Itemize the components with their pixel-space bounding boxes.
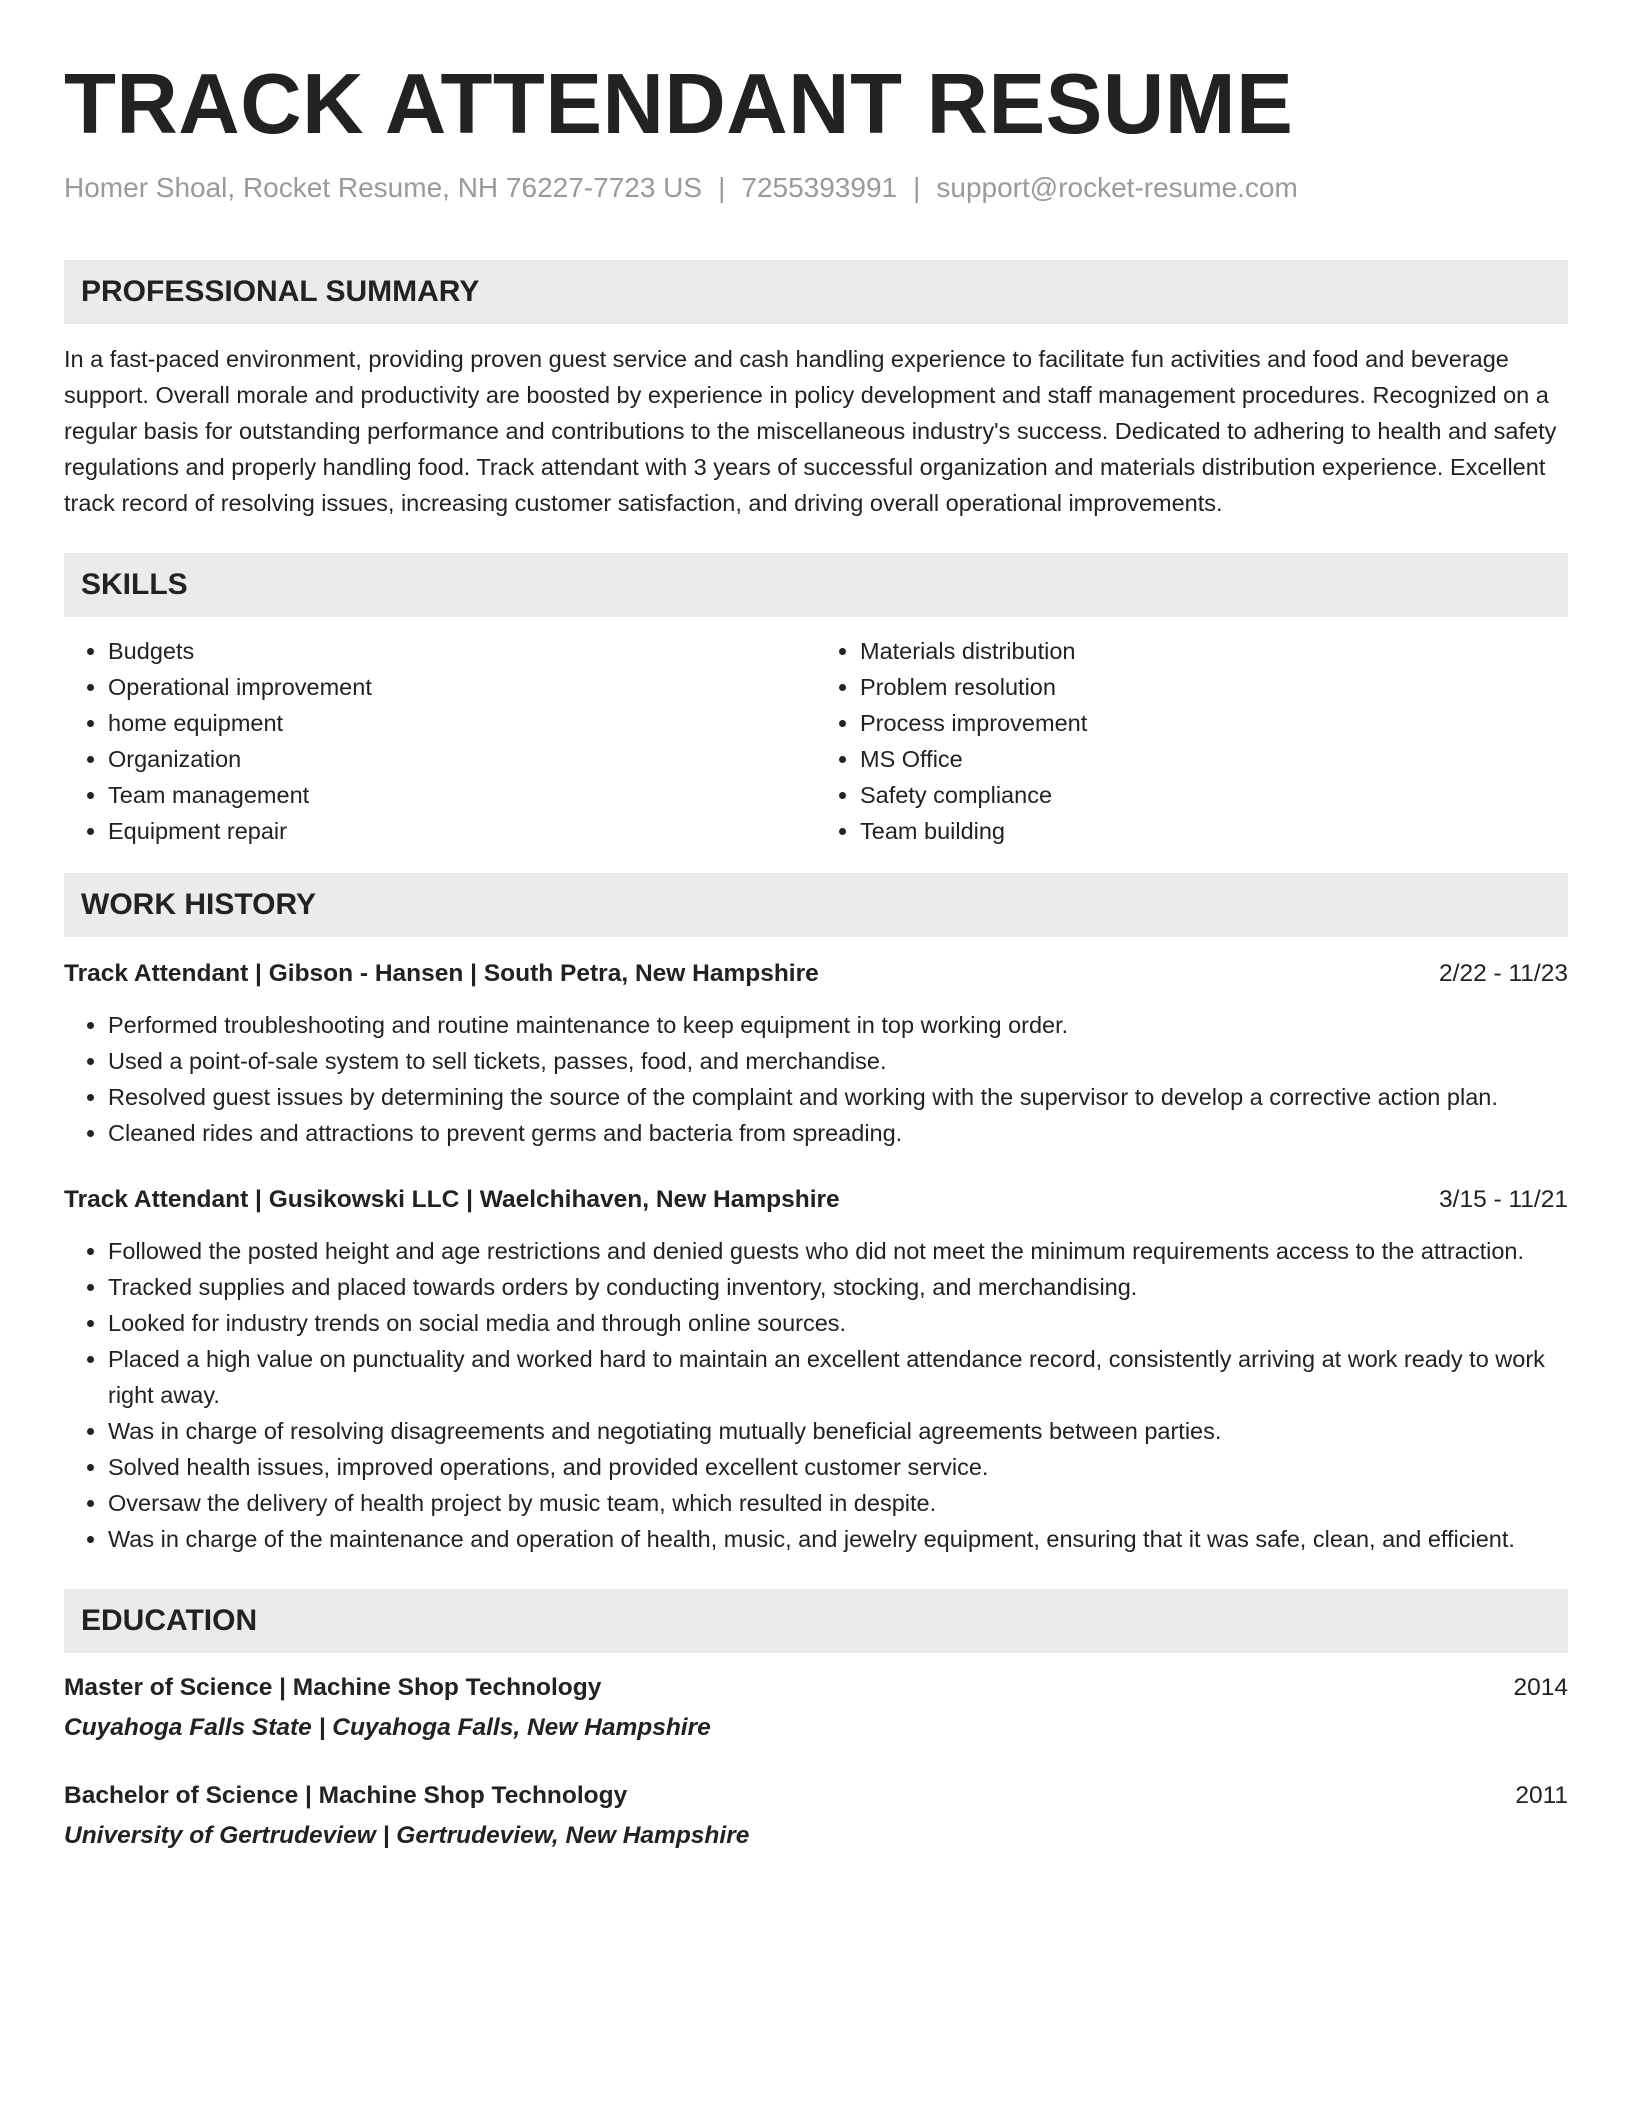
job-duties [64,1007,1568,1151]
job-duty: • Looked for industry trends on social media and through online sources. [108,1305,1568,1341]
section-heading-education: EDUCATION [64,1589,1568,1653]
education-entry [64,1671,1568,1745]
contact-phone: 7255393991 [741,171,898,203]
skill-item: • Operational improvement [108,669,816,705]
job-header [64,957,1568,991]
skills-list [64,633,1568,849]
skill-item: • Team building [860,813,1568,849]
skill-item: • Team management [108,777,816,813]
contact-separator: | [913,171,921,203]
skills-column-right [816,633,1568,849]
education-school: University of Gertrudeview | Gertrudeview, New Hampshire [64,1821,750,1849]
skill-item: • Process improvement [860,705,1568,741]
education-header [64,1779,1568,1813]
contact-address: Homer Shoal, Rocket Resume, NH 76227-7723 US [64,171,703,203]
job-duty: • Performed troubleshooting and routine maintenance to keep equipment in top working order. [108,1007,1568,1043]
job-duty: • Placed a high value on punctuality and worked hard to maintain an excellent attendance record, consistently arriving at work ready to work right away. [108,1341,1568,1413]
education-header [64,1671,1568,1705]
job-duty: • Cleaned rides and attractions to prevent germs and bacteria from spreading. [108,1115,1568,1151]
summary-text: In a fast-paced environment, providing proven guest service and cash handling experience to facilitate fun activities and food and beverage support. Overall morale and productivity are boosted by experience in policy development and staff management procedures. Recognized on a regular basis for outstanding performance and contributions to the miscellaneous industry's success. Dedicated to adhering to health and safety regulations and properly handling food. Track attendant with 3 years of successful organization and materials distribution experience. Excellent track record of resolving issues, increasing customer satisfaction, and driving overall operational improvements. [64,345,1557,516]
job-duty: • Used a point-of-sale system to sell tickets, passes, food, and merchandise. [108,1043,1568,1079]
skill-item: • MS Office [860,741,1568,777]
resume-title: TRACK ATTENDANT RESUME [64,57,1294,152]
job-duty: • Solved health issues, improved operations, and provided excellent customer service. [108,1449,1568,1485]
education-degree: Master of Science | Machine Shop Technology [64,1673,602,1701]
section-heading-work-history: WORK HISTORY [64,873,1568,937]
job-title: Track Attendant | Gusikowski LLC | Waelchihaven, New Hampshire [64,1185,840,1213]
job-duty: • Followed the posted height and age restrictions and denied guests who did not meet the minimum requirements access to the attraction. [108,1233,1568,1269]
skills-column-left [64,633,816,849]
education-year: 2014 [1513,1673,1568,1701]
skill-item: • Budgets [108,633,816,669]
job-duty: • Was in charge of the maintenance and operation of health, music, and jewelry equipment, ensuring that it was safe, clean, and efficient. [108,1521,1568,1557]
job-duty: • Oversaw the delivery of health project by music team, which resulted in despite. [108,1485,1568,1521]
education-year: 2011 [1515,1781,1568,1809]
job-duties [64,1233,1568,1557]
job-dates: 3/15 - 11/21 [1439,1185,1568,1213]
skill-item: • Problem resolution [860,669,1568,705]
skill-item: • Organization [108,741,816,777]
section-heading-summary: PROFESSIONAL SUMMARY [64,260,1568,324]
education-entry [64,1779,1568,1853]
job-entry [64,957,1568,1151]
job-duty: • Resolved guest issues by determining the source of the complaint and working with the supervisor to develop a corrective action plan. [108,1079,1568,1115]
job-title: Track Attendant | Gibson - Hansen | South Petra, New Hampshire [64,959,819,987]
section-heading-skills: SKILLS [64,553,1568,617]
contact-line [64,170,1568,206]
job-duty: • Tracked supplies and placed towards orders by conducting inventory, stocking, and merchandising. [108,1269,1568,1305]
skill-item: • home equipment [108,705,816,741]
job-duty: • Was in charge of resolving disagreements and negotiating mutually beneficial agreements between parties. [108,1413,1568,1449]
skill-item: • Materials distribution [860,633,1568,669]
contact-separator: | [718,171,726,203]
education-degree: Bachelor of Science | Machine Shop Technology [64,1781,628,1809]
job-dates: 2/22 - 11/23 [1439,959,1568,987]
skill-item: • Equipment repair [108,813,816,849]
education-school: Cuyahoga Falls State | Cuyahoga Falls, New Hampshire [64,1713,711,1741]
skill-item: • Safety compliance [860,777,1568,813]
job-entry [64,1183,1568,1557]
contact-email: support@rocket-resume.com [936,171,1298,203]
job-header [64,1183,1568,1217]
